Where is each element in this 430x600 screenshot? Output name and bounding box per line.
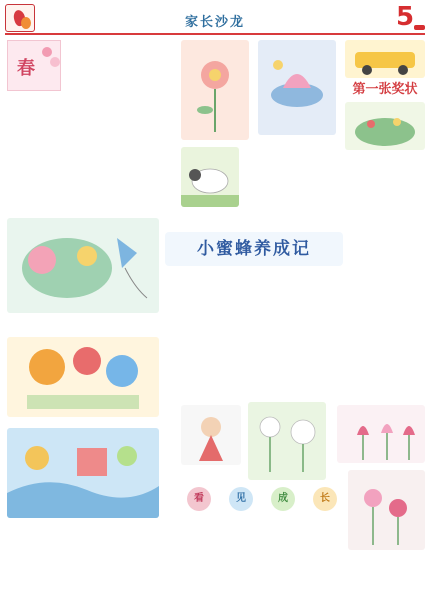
balloon-painting <box>7 337 159 417</box>
girl-painting <box>181 405 241 465</box>
blossom-icon <box>50 57 60 67</box>
newspaper-logo <box>5 4 35 32</box>
page-number: 5 <box>396 2 415 32</box>
spring-byline <box>64 56 160 70</box>
dandelion-painting <box>248 402 326 480</box>
bush-painting <box>345 102 425 150</box>
orchid-painting <box>348 470 425 550</box>
right-bottom-body <box>345 560 425 596</box>
growth-char: 成 <box>271 487 295 511</box>
growth-col1 <box>165 524 251 596</box>
tulip-painting <box>337 405 425 463</box>
growth-char: 看 <box>187 487 211 511</box>
prize-story-body <box>345 160 425 400</box>
blossom-icon <box>42 47 52 57</box>
lower-left-body <box>7 536 159 596</box>
bee-story-headline: 小蜜蜂养成记 <box>165 232 343 266</box>
lotus-painting <box>258 40 336 135</box>
growth-col2 <box>256 524 342 596</box>
spring-painting <box>7 40 61 91</box>
fantasy-painting <box>7 428 159 518</box>
section-title: 家长沙龙 <box>184 15 245 30</box>
spring-article-body <box>7 94 159 212</box>
growth-char: 见 <box>229 487 253 511</box>
flower-painting <box>181 40 249 140</box>
spring-hanzi: 春 <box>17 58 35 79</box>
bee-story-col1 <box>165 278 251 400</box>
masthead <box>0 0 430 36</box>
kite-painting <box>7 218 159 313</box>
growth-char: 长 <box>313 487 337 511</box>
prize-story-headline: 第一张奖状 <box>352 82 418 97</box>
car-painting <box>345 40 425 78</box>
page-number-accent <box>414 25 425 30</box>
header-rule <box>5 33 425 35</box>
bee-story-col2 <box>256 278 342 400</box>
growth-banner <box>181 487 341 511</box>
middle-top-body <box>245 140 341 225</box>
sheep-painting <box>181 147 239 207</box>
